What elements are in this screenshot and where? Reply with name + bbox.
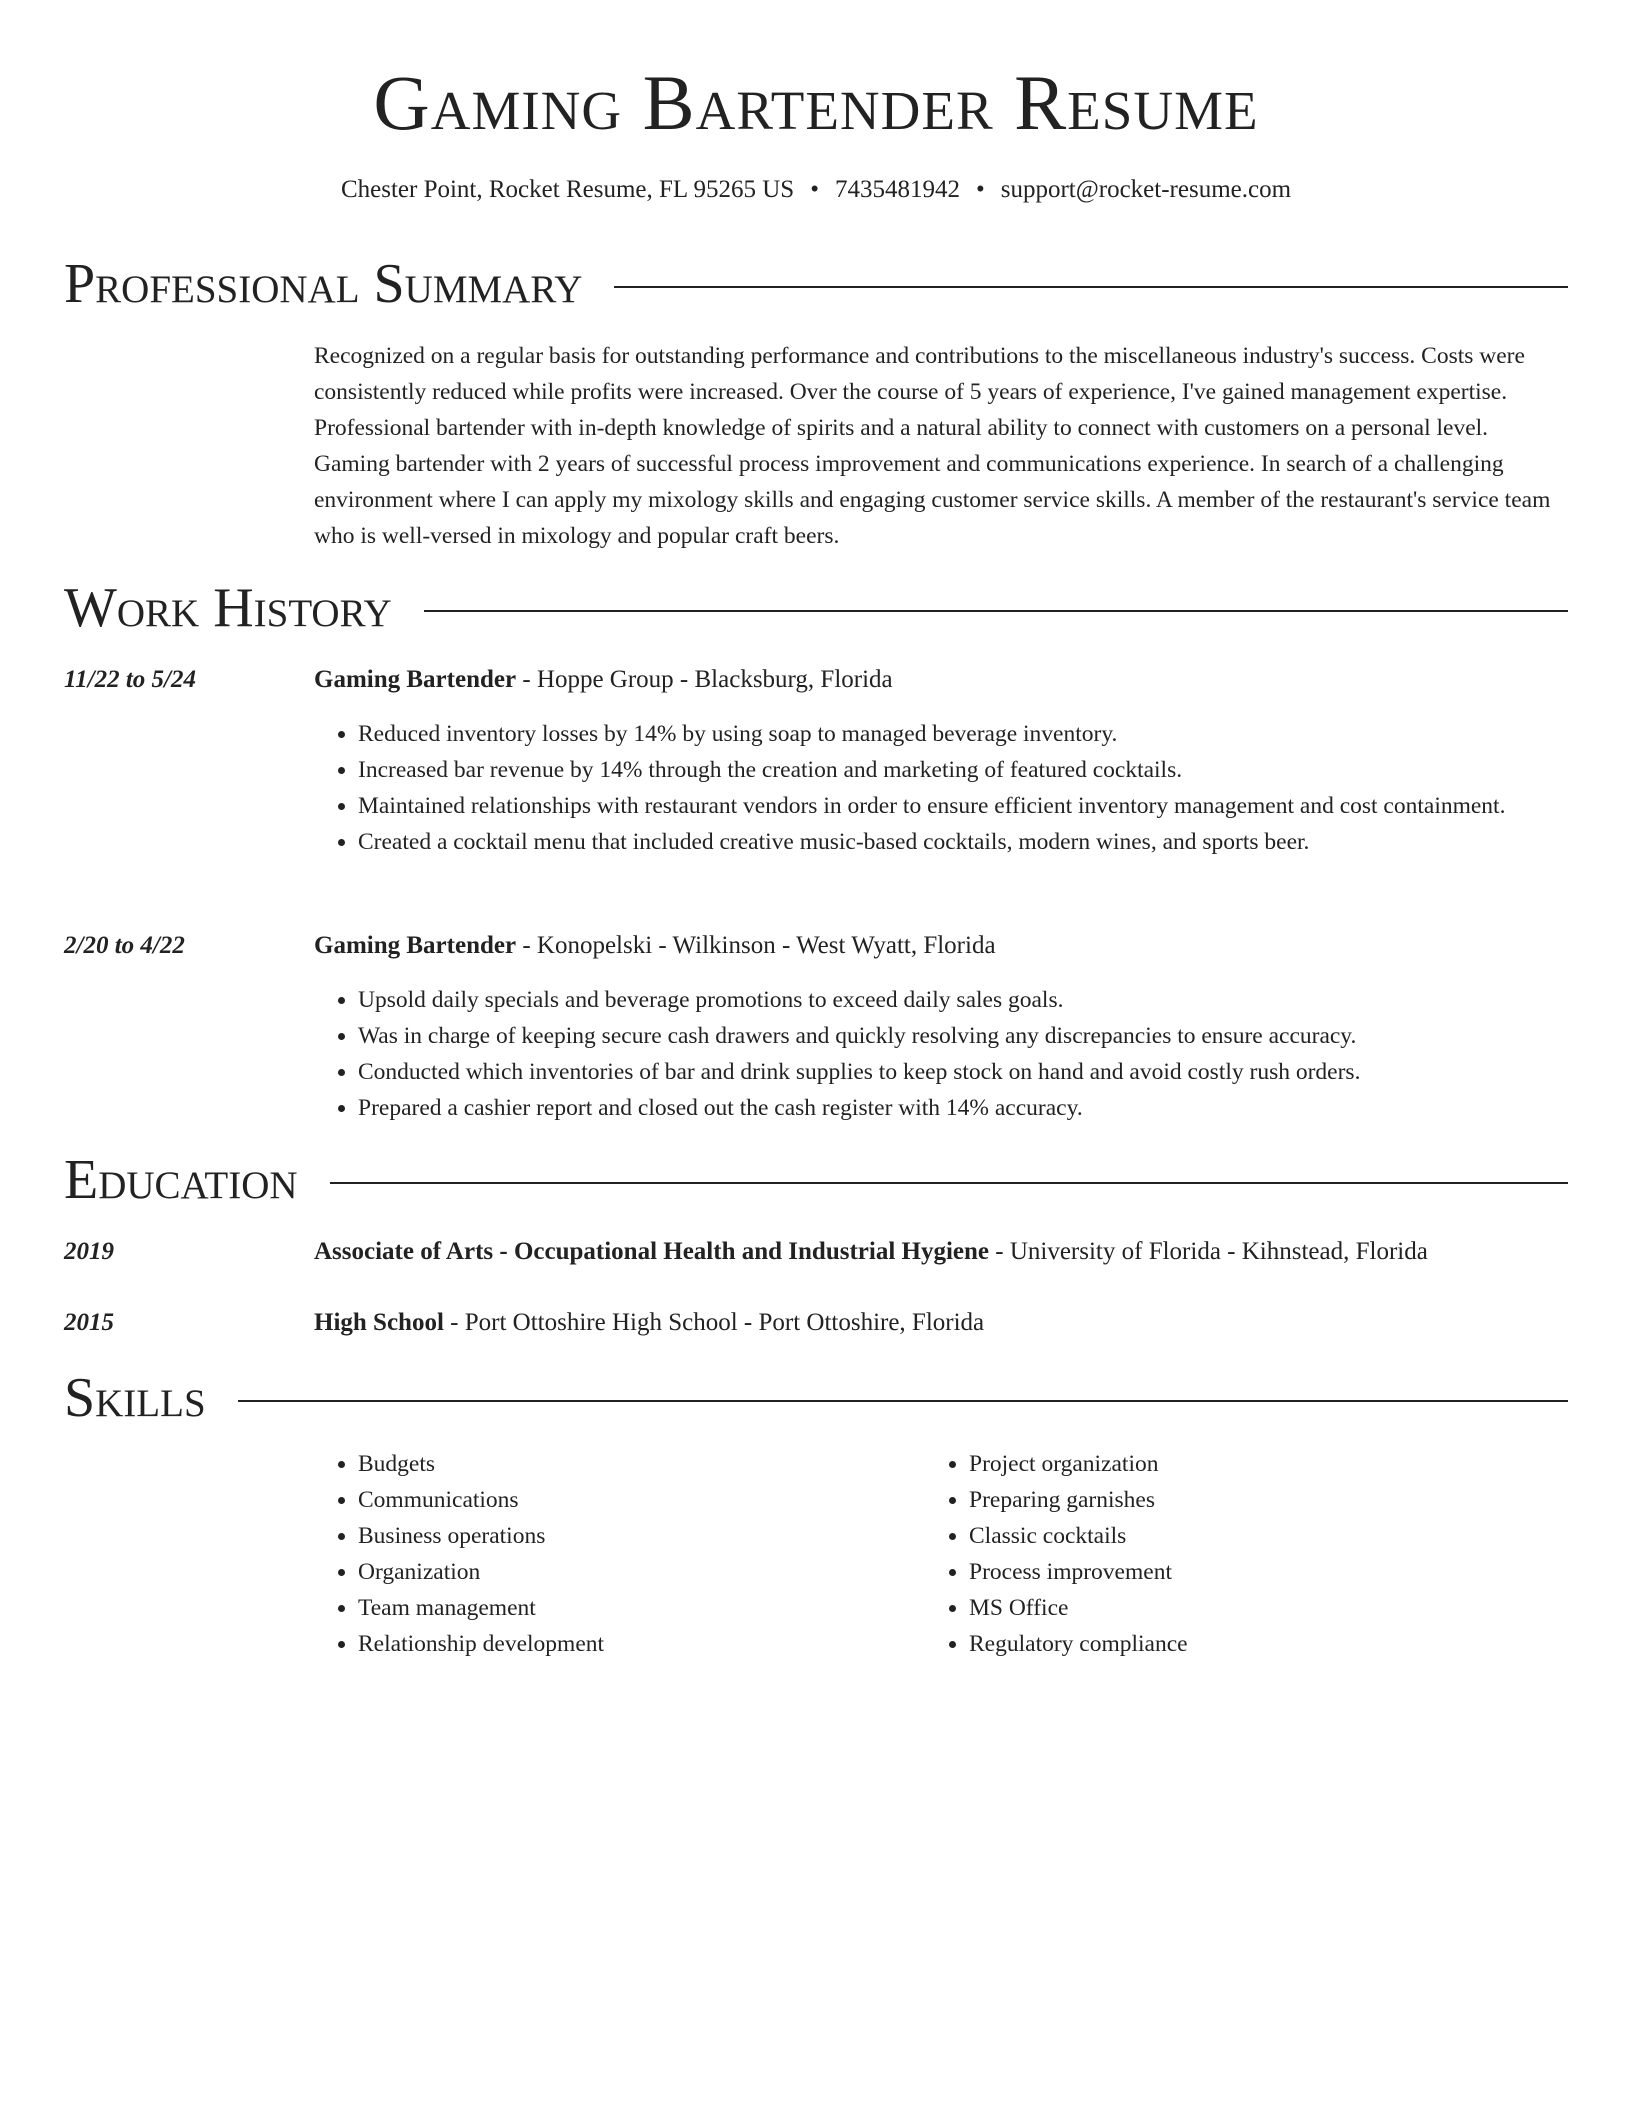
- job-bullet: • Prepared a cashier report and closed out the cash register with 14% accuracy.: [358, 1090, 1538, 1126]
- job-employer: - Hoppe Group - Blacksburg, Florida: [516, 666, 893, 693]
- job-bullet: • Was in charge of keeping secure cash drawers and quickly resolving any discrepancies to ensure accuracy.: [358, 1018, 1538, 1054]
- skill-item: • Relationship development: [358, 1626, 918, 1662]
- education-section-title: Education: [64, 1149, 298, 1211]
- education-school: - Port Ottoshire High School - Port Ottoshire, Florida: [443, 1309, 985, 1336]
- skills-section-header: [64, 1366, 1568, 1430]
- job-bullet: • Reduced inventory losses by 14% by using soap to managed beverage inventory.: [358, 716, 1538, 752]
- education-entry: [314, 1307, 1568, 1339]
- job-bullet: • Created a cocktail menu that included creative music-based cocktails, modern wines, and sports beer.: [358, 824, 1538, 860]
- section-divider: [330, 1182, 1568, 1184]
- resume-title: Gaming Bartender Resume: [373, 59, 1259, 146]
- job-dates: 11/22 to 5/24: [64, 666, 196, 693]
- skill-item: • Budgets: [358, 1446, 918, 1482]
- skill-item: • Team management: [358, 1590, 918, 1626]
- skill-item: • Communications: [358, 1482, 918, 1518]
- job-title: Gaming Bartender: [314, 666, 517, 693]
- section-divider: [238, 1400, 1568, 1402]
- section-divider: [424, 610, 1568, 612]
- skill-item: • Process improvement: [969, 1554, 1569, 1590]
- contact-address: Chester Point, Rocket Resume, FL 95265 US: [340, 176, 795, 203]
- contact-email: support@rocket-resume.com: [1000, 176, 1292, 203]
- education-section-header: [64, 1148, 1568, 1212]
- education-degree: High School: [314, 1309, 444, 1336]
- job-title: Gaming Bartender: [314, 932, 517, 959]
- education-year: 2019: [64, 1238, 114, 1265]
- education-degree: Associate of Arts - Occupational Health and Industrial Hygiene: [314, 1238, 990, 1265]
- skill-item: • MS Office: [969, 1590, 1569, 1626]
- contact-line: [0, 174, 1632, 206]
- education-entry: [314, 1236, 1568, 1268]
- summary-section-title: Professional Summary: [64, 253, 583, 315]
- work-section-header: [64, 576, 1568, 640]
- job-bullet: • Conducted which inventories of bar and drink supplies to keep stock on hand and avoid costly rush orders.: [358, 1054, 1538, 1090]
- job-heading: [314, 930, 1568, 962]
- job-heading: [314, 664, 1568, 696]
- summary-text: Recognized on a regular basis for outstanding performance and contributions to the miscellaneous industry's success. Costs were consistently reduced while profits were increased. Over the course of 5 years of experience, I've gained management expertise. Professional bartender with in-depth knowledge of spirits and a natural ability to connect with customers on a personal level. Gaming bartender with 2 years of successful process improvement and communications experience. In search of a challenging environment where I can apply my mixology skills and engaging customer service skills. A member of the restaurant's service team who is well-versed in mixology and popular craft beers.: [314, 343, 1551, 549]
- job-bullets: [314, 982, 1538, 1126]
- contact-phone: 7435481942: [834, 176, 960, 203]
- job-bullets: [314, 716, 1538, 860]
- skills-section-title: Skills: [64, 1367, 206, 1429]
- education-school: - University of Florida - Kihnstead, Florida: [989, 1238, 1428, 1265]
- skill-item: • Business operations: [358, 1518, 918, 1554]
- skill-item: • Classic cocktails: [969, 1518, 1569, 1554]
- section-divider: [614, 286, 1568, 288]
- skills-list-right: [925, 1446, 1569, 1662]
- education-year: 2015: [64, 1309, 114, 1336]
- summary-section-header: [64, 252, 1568, 316]
- job-bullet: • Maintained relationships with restaurant vendors in order to ensure efficient inventory management and cost containment.: [358, 788, 1538, 824]
- job-employer: - Konopelski - Wilkinson - West Wyatt, Florida: [516, 932, 996, 959]
- skill-item: • Project organization: [969, 1446, 1569, 1482]
- skill-item: • Preparing garnishes: [969, 1482, 1569, 1518]
- skill-item: • Organization: [358, 1554, 918, 1590]
- skill-item: • Regulatory compliance: [969, 1626, 1569, 1662]
- job-dates: 2/20 to 4/22: [64, 932, 185, 959]
- work-section-title: Work History: [64, 577, 392, 639]
- contact-separator: •: [975, 176, 985, 203]
- contact-separator: •: [810, 176, 819, 203]
- job-bullet: • Increased bar revenue by 14% through the creation and marketing of featured cocktails.: [358, 752, 1538, 788]
- job-bullet: • Upsold daily specials and beverage promotions to exceed daily sales goals.: [358, 982, 1538, 1018]
- skills-list-left: [314, 1446, 918, 1662]
